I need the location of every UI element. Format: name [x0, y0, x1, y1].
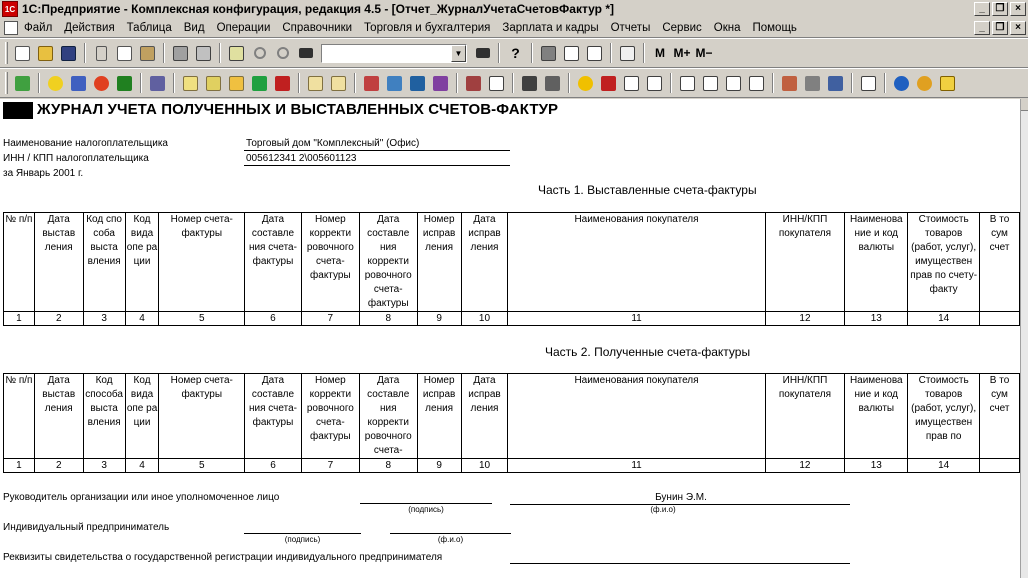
- col-number: 4: [125, 459, 159, 473]
- memory-minus-button[interactable]: M−: [695, 46, 713, 60]
- title-bar: [0, 0, 1028, 18]
- header-cell: В то сум счет: [980, 374, 1020, 459]
- col-number: [980, 459, 1020, 473]
- col-number: 7: [301, 312, 359, 326]
- part2-number-row: [4, 459, 1020, 473]
- part1-number-row: [4, 312, 1020, 326]
- doc-restore-button[interactable]: ❐: [992, 21, 1008, 35]
- sheet-1-icon[interactable]: [677, 73, 698, 94]
- cash-register-icon[interactable]: [519, 73, 540, 94]
- menu-bar: [0, 18, 1028, 38]
- header-cell: Код способа выста вления: [83, 374, 125, 459]
- inn-value: 005612341 2\005601123: [244, 152, 510, 166]
- header-cell: Дата составле ния корректи ровочного счета-фактуры: [359, 213, 417, 312]
- chart-pie-icon[interactable]: [914, 73, 935, 94]
- menu-windows[interactable]: Окна: [713, 21, 741, 34]
- col-number: 11: [508, 312, 765, 326]
- print-preview-icon[interactable]: [193, 43, 214, 64]
- col-number: 3: [83, 312, 125, 326]
- staff-icon[interactable]: [825, 73, 846, 94]
- goods-icon[interactable]: [384, 73, 405, 94]
- header-cell: Наименования покупателя: [508, 213, 765, 312]
- menu-directories[interactable]: Справочники: [282, 21, 353, 34]
- menu-view[interactable]: Вид: [183, 21, 205, 34]
- page-icon[interactable]: [858, 73, 879, 94]
- paste-icon[interactable]: [137, 43, 158, 64]
- menu-service[interactable]: Сервис: [662, 21, 702, 34]
- menu-trade[interactable]: Торговля и бухгалтерия: [364, 21, 491, 34]
- header-cell: Дата составле ния корректи ровочного счета-: [359, 374, 417, 459]
- journal-icon[interactable]: [617, 43, 638, 64]
- header-cell: Код вида опе ра ции: [125, 213, 159, 312]
- part1-table: [3, 212, 1020, 326]
- reg-line: [510, 552, 850, 564]
- header-cell: Дата выстав ления: [34, 213, 83, 312]
- header-cell: Номер счета-фактуры: [159, 374, 245, 459]
- open-icon[interactable]: [35, 43, 56, 64]
- arrow-out-icon[interactable]: [272, 73, 293, 94]
- help-icon[interactable]: ?: [511, 45, 520, 61]
- header-cell: Номер корректи ровочного счета-фактуры: [301, 374, 359, 459]
- col-number: 2: [34, 312, 83, 326]
- sheet-3-icon[interactable]: [723, 73, 744, 94]
- col-number: 5: [159, 459, 245, 473]
- print-icon[interactable]: [170, 43, 191, 64]
- col-number: 14: [908, 459, 980, 473]
- calendar-20-icon[interactable]: [937, 73, 958, 94]
- report-b-icon[interactable]: [644, 73, 665, 94]
- col-number: 7: [301, 459, 359, 473]
- arrow-in-icon[interactable]: [249, 73, 270, 94]
- find-icon[interactable]: [226, 43, 247, 64]
- memory-button[interactable]: M: [655, 46, 665, 60]
- book-icon[interactable]: [486, 73, 507, 94]
- menu-operations[interactable]: Операции: [216, 21, 271, 34]
- header-cell: Наименова ние и код валюты: [845, 213, 908, 312]
- report-title: ЖУРНАЛ УЧЕТА ПОЛУЧЕННЫХ И ВЫСТАВЛЕННЫХ СЧЕТОВ-ФАКТУР: [37, 101, 559, 118]
- header-cell: Стоимость товаров (работ, услуг), имуществен прав по счету-факту: [908, 213, 980, 312]
- save-icon[interactable]: [58, 43, 79, 64]
- col-number: 3: [83, 459, 125, 473]
- terminal-icon[interactable]: [542, 73, 563, 94]
- col-number: 13: [845, 312, 908, 326]
- sheet-2-icon[interactable]: [700, 73, 721, 94]
- col-number: 1: [4, 312, 35, 326]
- col-number: 14: [908, 312, 980, 326]
- building-icon[interactable]: [802, 73, 823, 94]
- ip-label: Индивидуальный предприниматель: [3, 522, 170, 533]
- col-number: 6: [245, 312, 302, 326]
- head-sign-line: [360, 492, 492, 504]
- new-icon[interactable]: [12, 43, 33, 64]
- col-number: 1: [4, 459, 35, 473]
- part1-title: Часть 1. Выставленные счета-фактуры: [538, 183, 757, 197]
- menu-reports[interactable]: Отчеты: [610, 21, 651, 34]
- wizard-icon[interactable]: [12, 73, 33, 94]
- search-combo[interactable]: [321, 44, 467, 63]
- ip-sign-caption: (подпись): [284, 535, 321, 544]
- restore-button[interactable]: ❐: [992, 2, 1008, 16]
- house-icon[interactable]: [407, 73, 428, 94]
- header-cell: В то сум счет: [980, 213, 1020, 312]
- header-cell: Дата исправ ления: [461, 374, 508, 459]
- close-button[interactable]: ×: [1010, 2, 1026, 16]
- sunglasses-icon[interactable]: [575, 73, 596, 94]
- inn-label: ИНН / КПП налогоплательщика: [3, 153, 149, 164]
- header-cell: № п/п: [4, 213, 35, 312]
- reg-label: Реквизиты свидетельства о государственной регистрации индивидуального предпринимателя: [3, 552, 443, 563]
- header-cell: Дата исправ ления: [461, 213, 508, 312]
- menu-actions[interactable]: Действия: [64, 21, 115, 34]
- scroll-up-arrow[interactable]: [1021, 99, 1028, 111]
- ip-sign-line: [244, 522, 361, 534]
- title-marker: [3, 102, 33, 119]
- col-number: 8: [359, 459, 417, 473]
- sheet-4-icon[interactable]: [746, 73, 767, 94]
- report-document: [0, 99, 1020, 578]
- col-number: 5: [159, 312, 245, 326]
- bank-icon[interactable]: [147, 73, 168, 94]
- face-icon[interactable]: [45, 73, 66, 94]
- palette-icon[interactable]: [91, 73, 112, 94]
- menu-file[interactable]: Файл: [24, 21, 53, 34]
- col-number: 6: [245, 459, 302, 473]
- head-label: Руководитель организации или иное уполномоченное лицо: [3, 492, 280, 503]
- menu-help[interactable]: Помощь: [752, 21, 797, 34]
- header-cell: Стоимость товаров (работ, услуг), имуществен прав по: [908, 374, 980, 459]
- app-icon: 1C: [2, 1, 18, 17]
- header-cell: Код спо соба выста вления: [83, 213, 125, 312]
- period-label: за Январь 2001 г.: [3, 168, 84, 179]
- functions-toolbar: [0, 68, 1028, 98]
- head-sign-caption: (подпись): [408, 505, 444, 514]
- invoice-icon[interactable]: [305, 73, 326, 94]
- person-card-icon[interactable]: [779, 73, 800, 94]
- header-cell: Дата выстав ления: [34, 374, 83, 459]
- col-number: 9: [417, 312, 461, 326]
- sack-icon[interactable]: [114, 73, 135, 94]
- header-cell: Код вида опе ра ции: [125, 374, 159, 459]
- redo-icon[interactable]: [272, 43, 293, 64]
- standard-toolbar: [0, 38, 1028, 68]
- col-number: 9: [417, 459, 461, 473]
- doc-close-button[interactable]: ×: [1010, 21, 1026, 35]
- warehouse-icon[interactable]: [361, 73, 382, 94]
- col-number: 10: [461, 459, 508, 473]
- head-name: Бунин Э.М.: [510, 491, 850, 505]
- doc-in-icon[interactable]: [180, 73, 201, 94]
- transfer-icon[interactable]: [430, 73, 451, 94]
- part1-header-row: [4, 213, 1020, 312]
- header-cell: Наименования покупателя: [508, 374, 765, 459]
- header-cell: ИНН/КПП покупателя: [765, 213, 845, 312]
- col-number: 13: [845, 459, 908, 473]
- invoice-edit-icon[interactable]: [328, 73, 349, 94]
- cut-icon[interactable]: [91, 43, 112, 64]
- calculator-icon[interactable]: [538, 43, 559, 64]
- header-cell: Номер корректи ровочного счета-фактуры: [301, 213, 359, 312]
- col-number: 12: [765, 312, 845, 326]
- header-cell: Номер исправ ления: [417, 374, 461, 459]
- window-title: 1С:Предприятие - Комплексная конфигурация, редакция 4.5 - [Отчет_ЖурналУчетаСчетовФактур *]: [22, 2, 614, 16]
- minimize-button[interactable]: _: [974, 2, 990, 16]
- doc-out-icon[interactable]: [203, 73, 224, 94]
- header-cell: Наименова ние и код валюты: [845, 374, 908, 459]
- header-cell: Номер исправ ления: [417, 213, 461, 312]
- col-number: 8: [359, 312, 417, 326]
- document-icon[interactable]: [4, 21, 18, 35]
- col-number: [980, 312, 1020, 326]
- doc-list-icon[interactable]: [226, 73, 247, 94]
- vertical-scrollbar[interactable]: [1020, 99, 1028, 578]
- binoculars-search-icon[interactable]: [472, 43, 493, 64]
- report-a-icon[interactable]: [621, 73, 642, 94]
- people-icon[interactable]: [68, 73, 89, 94]
- header-cell: Дата составле ния счета-фактуры: [245, 374, 302, 459]
- col-number: 11: [508, 459, 765, 473]
- chevron-down-icon[interactable]: ▼: [451, 45, 466, 62]
- header-cell: № п/п: [4, 374, 35, 459]
- header-cell: Номер счета-фактуры: [159, 213, 245, 312]
- calendar-icon[interactable]: [561, 43, 582, 64]
- col-number: 12: [765, 459, 845, 473]
- col-number: 2: [34, 459, 83, 473]
- part2-title: Часть 2. Полученные счета-фактуры: [545, 345, 751, 359]
- head-name-caption: (ф.и.о): [650, 505, 676, 514]
- binoculars-icon[interactable]: [295, 43, 316, 64]
- header-cell: ИНН/КПП покупателя: [765, 374, 845, 459]
- globe-icon[interactable]: [891, 73, 912, 94]
- ip-name-line: [390, 522, 511, 534]
- col-number: 10: [461, 312, 508, 326]
- catalog-icon[interactable]: [463, 73, 484, 94]
- part2-header-row: [4, 374, 1020, 459]
- copy-icon[interactable]: [114, 43, 135, 64]
- header-cell: Дата составле ния счета-фактуры: [245, 213, 302, 312]
- memory-plus-button[interactable]: M+: [673, 46, 691, 60]
- bottle-icon[interactable]: [598, 73, 619, 94]
- menu-table[interactable]: Таблица: [126, 21, 172, 34]
- menu-payroll[interactable]: Зарплата и кадры: [502, 21, 599, 34]
- taxpayer-value: Торговый дом "Комплексный" (Офис): [244, 137, 510, 151]
- edit-text-icon[interactable]: [584, 43, 605, 64]
- undo-icon[interactable]: [249, 43, 270, 64]
- part2-table: [3, 373, 1020, 473]
- doc-minimize-button[interactable]: _: [974, 21, 990, 35]
- col-number: 4: [125, 312, 159, 326]
- taxpayer-label: Наименование налогоплательщика: [3, 138, 168, 149]
- ip-name-caption: (ф.и.о): [437, 535, 464, 544]
